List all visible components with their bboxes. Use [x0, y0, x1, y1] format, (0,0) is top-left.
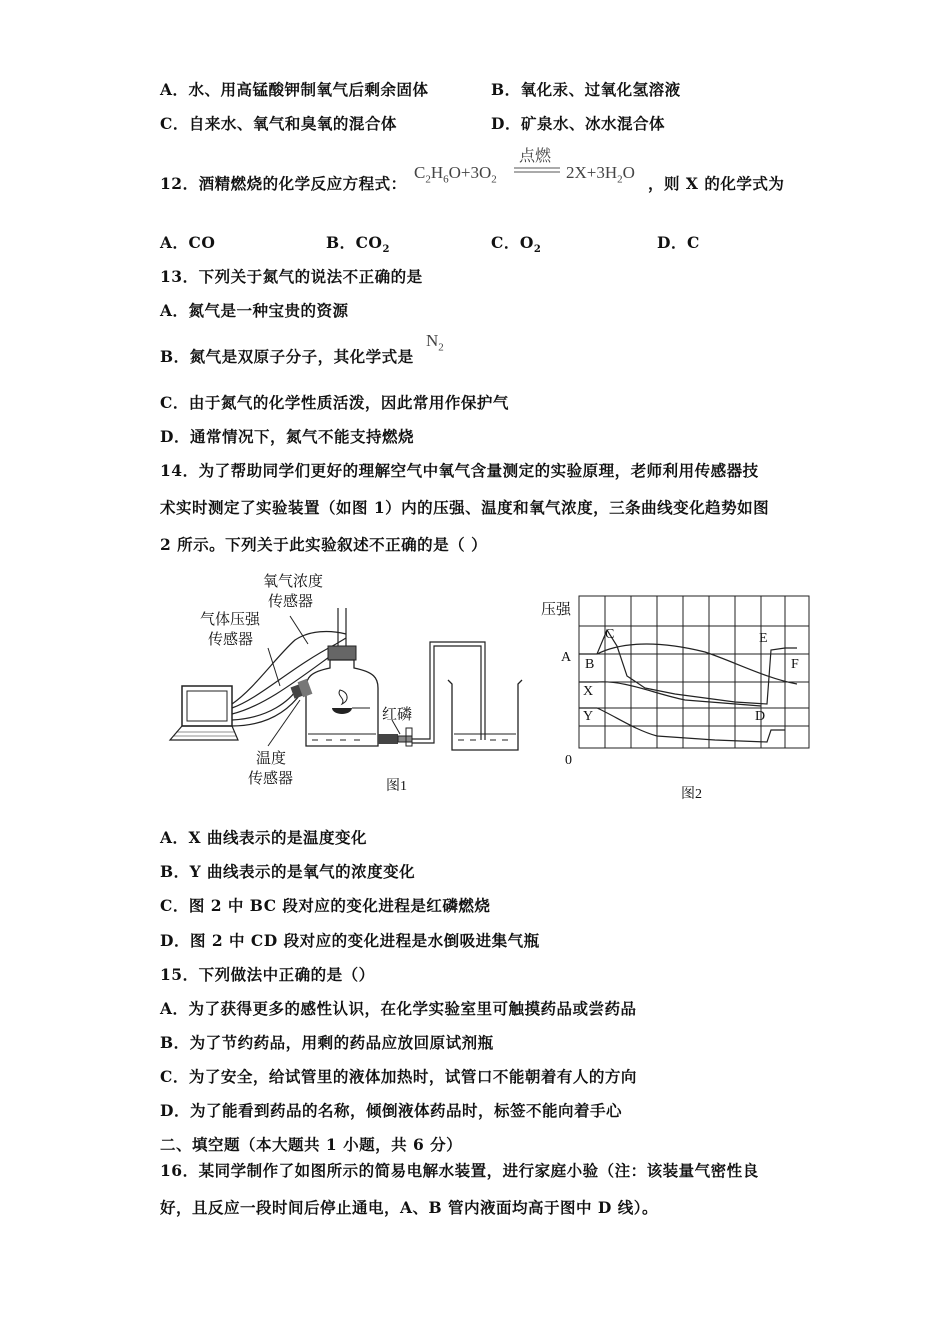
red-phosphorus-label: 红磷	[382, 705, 413, 723]
q12-option-a: A．CO	[160, 233, 216, 252]
point-c-label: C	[605, 627, 615, 642]
q14-option-b: B．Y 曲线表示的是氧气的浓度变化	[160, 862, 416, 881]
q11-option-a: A．水、用高锰酸钾制氧气后剩余固体	[160, 80, 429, 99]
gas-collection-bottle	[306, 660, 378, 746]
pressure-sensor-label-2: 传感器	[208, 630, 254, 648]
q12-stem: 12．酒精燃烧的化学反应方程式：	[160, 174, 407, 193]
q13-option-d: D．通常情况下，氮气不能支持燃烧	[160, 427, 414, 446]
q15-option-b: B．为了节约药品，用剩的药品应放回原试剂瓶	[160, 1033, 494, 1052]
point-d-label: D	[755, 709, 766, 724]
q11-option-b: B．氧化汞、过氧化氢溶液	[491, 80, 681, 99]
q13-option-c: C．由于氮气的化学性质活泼，因此常用作保护气	[160, 393, 509, 412]
grid	[579, 596, 809, 748]
figure-1-apparatus	[160, 568, 550, 803]
q14-stem-line1: 14．为了帮助同学们更好的理解空气中氧气含量测定的实验原理，老师利用传感器技	[160, 461, 759, 480]
q13-n2-formula: $N_2$	[426, 331, 444, 354]
q15-option-c: C．为了安全，给试管里的液体加热时，试管口不能朝着有人的方向	[160, 1067, 637, 1086]
curve-y-label: Y	[583, 709, 594, 724]
temperature-curve	[597, 644, 797, 684]
q11-option-d: D．矿泉水、冰水混合体	[491, 114, 665, 133]
section-2-title: 二、填空题（本大题共 1 小题，共 6 分）	[160, 1135, 463, 1154]
q14-stem-line3: 2 所示。下列关于此实验叙述不正确的是（ ）	[160, 535, 488, 554]
q12-option-d: D．C	[657, 233, 700, 252]
q11-option-c: C．自来水、氧气和臭氧的混合体	[160, 114, 397, 133]
temp-sensor-label-2: 传感器	[248, 769, 294, 787]
q12-option-b: B．$CO_2$	[326, 233, 390, 256]
q16-stem-line1: 16．某同学制作了如图所示的简易电解水装置，进行家庭小验（注：该装量气密性良	[160, 1161, 759, 1180]
q14-option-a: A．X 曲线表示的是温度变化	[160, 828, 367, 847]
origin-label: 0	[565, 753, 572, 768]
point-e-label: E	[759, 631, 768, 646]
q12-condition: 点燃	[519, 148, 552, 165]
q15-option-d: D．为了能看到药品的名称，倾倒液体药品时，标签不能向着手心	[160, 1101, 622, 1120]
point-f-label: F	[791, 657, 799, 672]
q16-stem-line2: 好，且反应一段时间后停止通电，A、B 管内液面均高于图中 D 线）。	[160, 1198, 659, 1217]
laptop-icon	[170, 686, 238, 740]
q14-option-d: D．图 2 中 CD 段对应的变化进程是水倒吸进集气瓶	[160, 931, 540, 950]
q15-option-a: A．为了获得更多的感性认识，在化学实验室里可触摸药品或尝药品	[160, 999, 637, 1018]
point-b-label: B	[585, 657, 595, 672]
y-axis-label: 压强	[541, 600, 572, 618]
q13-stem: 13．下列关于氮气的说法不正确的是	[160, 267, 423, 286]
q13-option-a: A．氮气是一种宝贵的资源	[160, 301, 349, 320]
o2-sensor-label: 氧气浓度	[263, 572, 324, 590]
q12-equation-lhs: $C_2H_6O+3O_2$	[414, 163, 497, 186]
q12-reaction-arrow	[512, 166, 562, 176]
pressure-sensor-label: 气体压强	[200, 610, 261, 628]
figure-1-caption: 图1	[386, 779, 407, 794]
temp-sensor-label: 温度	[256, 749, 287, 767]
q14-stem-line2: 术实时测定了实验装置（如图 1）内的压强、温度和氧气浓度，三条曲线变化趋势如图	[160, 498, 770, 517]
curve-x-label: X	[583, 684, 594, 699]
figure-2-curves	[535, 590, 815, 805]
q12-stem-tail: ，则 X 的化学式为	[648, 174, 785, 193]
q12-equation-rhs: $2X+3H_2O$	[566, 163, 635, 186]
figure-2-caption: 图2	[681, 787, 702, 802]
point-a-label: A	[561, 650, 572, 665]
q12-option-c: C．$O_2$	[491, 233, 542, 256]
q15-stem: 15．下列做法中正确的是（）	[160, 965, 375, 984]
q13-option-b: B．氮气是双原子分子，其化学式是	[160, 347, 414, 366]
o2-sensor-label-2: 传感器	[268, 592, 314, 610]
q14-option-c: C．图 2 中 BC 段对应的变化进程是红磷燃烧	[160, 896, 491, 915]
